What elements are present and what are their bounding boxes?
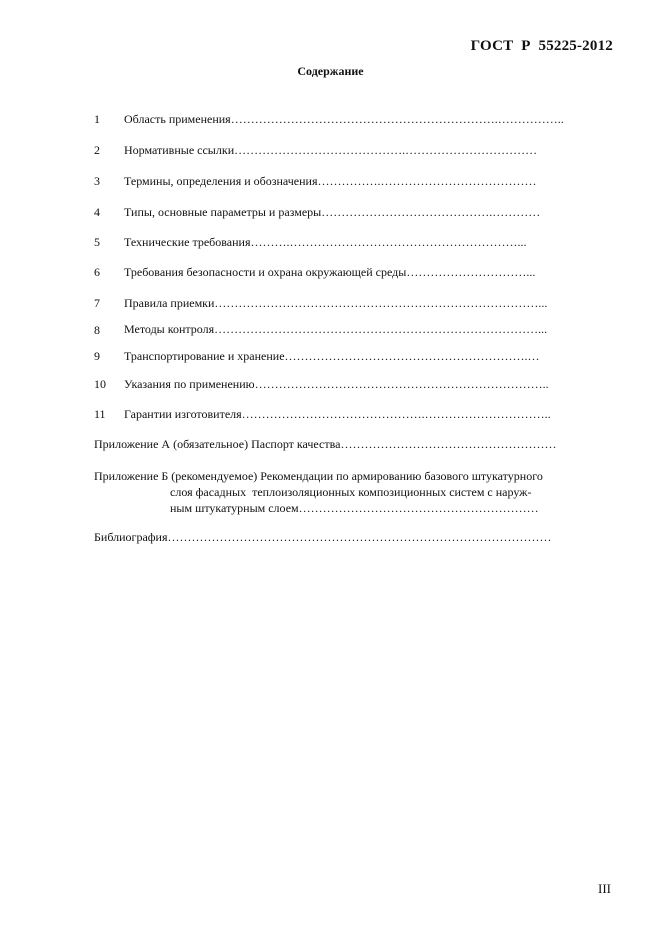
toc-entry-number: 9 bbox=[94, 349, 100, 363]
toc-entry-number: 7 bbox=[94, 296, 100, 310]
toc-bibliography[interactable]: Библиография…………………………………………………………………………………… bbox=[94, 530, 552, 544]
toc-entry-number: 8 bbox=[94, 323, 100, 337]
toc-entry-text: Правила приемки………………………………………………………………………... bbox=[124, 296, 548, 310]
toc-entry-number: 11 bbox=[94, 407, 106, 421]
toc-entry-text: Указания по применению……………………………………………………………….. bbox=[124, 377, 549, 391]
toc-entry-text: Термины, определения и обозначения…………….………………………………… bbox=[124, 174, 537, 188]
toc-entry-text: Нормативные ссылки…………………………………….…………………………… bbox=[124, 143, 538, 157]
toc-entry-text: Область применения………………………………………………………….…………….. bbox=[124, 112, 564, 126]
toc-appendix-b-line2: слоя фасадных теплоизоляционных композиционных систем с наруж- bbox=[170, 485, 532, 499]
toc-entry-number: 1 bbox=[94, 112, 100, 126]
standard-code: ГОСТ Р 55225-2012 bbox=[470, 38, 613, 54]
toc-appendix-b-line1: Приложение Б (рекомендуемое) Рекомендации по армированию базового штукатурного bbox=[94, 469, 543, 483]
toc-appendix-b-line3: ным штукатурным слоем…………………………………………………… bbox=[170, 501, 539, 515]
toc-appendix-a[interactable]: Приложение А (обязательное) Паспорт качества……………………………………………… bbox=[94, 437, 557, 451]
toc-entry-text: Методы контроля………………………………………………………………………... bbox=[124, 322, 548, 336]
toc-title: Содержание bbox=[297, 64, 364, 78]
page-number: III bbox=[598, 881, 611, 896]
toc-entry-text: Гарантии изготовителя……………………………………….………………………….. bbox=[124, 407, 551, 421]
toc-entry-number: 4 bbox=[94, 205, 100, 219]
toc-entry-number: 5 bbox=[94, 235, 100, 249]
toc-entry-text: Технические требования……….…………………………………………………... bbox=[124, 235, 527, 249]
toc-entry-number: 3 bbox=[94, 174, 100, 188]
toc-entry-text: Транспортирование и хранение…………………………………………………….… bbox=[124, 349, 540, 363]
toc-entry-number: 6 bbox=[94, 265, 100, 279]
toc-entry-text: Требования безопасности и охрана окружающей среды…………………………... bbox=[124, 265, 536, 279]
toc-entry-text: Типы, основные параметры и размеры…………………………………….………… bbox=[124, 205, 541, 219]
toc-entry-number: 10 bbox=[94, 377, 106, 391]
toc-entry-number: 2 bbox=[94, 143, 100, 157]
